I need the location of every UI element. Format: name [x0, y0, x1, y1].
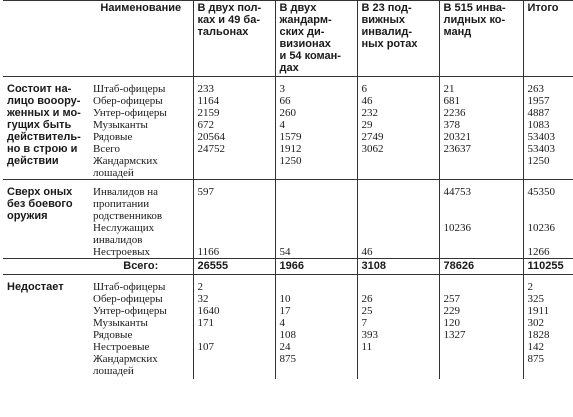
text-line: инвалидов	[93, 234, 143, 246]
row-value: 4	[279, 317, 285, 329]
row-value: 1640	[197, 305, 220, 317]
row-value: 24752	[197, 143, 225, 155]
extra-noncombat-c2: 54	[279, 246, 291, 258]
row-value: 378	[443, 119, 460, 131]
row-value	[198, 329, 271, 341]
row-name-cont: лошадей	[93, 365, 134, 377]
header-col1	[193, 1, 275, 77]
row-name: Обер-офицеры	[93, 95, 163, 107]
row-value: 1828	[527, 329, 550, 341]
row-value	[444, 281, 519, 293]
header-name	[89, 1, 193, 77]
row-value: 17	[279, 305, 291, 317]
shortage-col1	[193, 275, 275, 380]
row-value: 108	[279, 329, 296, 341]
row-value: 2749	[361, 131, 384, 143]
extra-invalids-name	[93, 186, 189, 222]
row-value	[198, 353, 271, 365]
row-value	[362, 353, 435, 365]
present-col2	[275, 77, 357, 180]
text-line: инвалид-	[361, 26, 413, 38]
row-value: 11	[361, 341, 373, 353]
row-value: 1579	[279, 131, 302, 143]
extra-noncombat-c5: 1266	[527, 246, 550, 258]
row-value: 20564	[197, 131, 225, 143]
row-value: 1957	[527, 95, 550, 107]
row-name: Жандармских	[93, 155, 158, 167]
row-value: 325	[527, 293, 544, 305]
extra-col2	[275, 180, 357, 259]
header-col3	[357, 1, 439, 77]
total-blank	[3, 259, 89, 275]
extra-invalids-c5: 45350	[527, 186, 555, 198]
row-value: 7	[361, 317, 367, 329]
section-extra	[3, 180, 573, 259]
text-line: и 54 коман-	[279, 50, 341, 62]
text-line: тальонах	[197, 26, 249, 38]
row-value: 257	[443, 293, 460, 305]
row-value: 229	[443, 305, 460, 317]
row-value: 4887	[527, 107, 550, 119]
text-line: В 515 инва-	[443, 2, 506, 14]
row-value: 1083	[527, 119, 550, 131]
row-value: 672	[197, 119, 214, 131]
row-value: 53403	[527, 143, 555, 155]
extra-nonserving-c4: 10236	[443, 222, 471, 234]
text-line: Инвалидов на	[93, 186, 159, 198]
row-name: Штаб-офицеры	[93, 281, 166, 293]
text-line: дах	[279, 62, 299, 74]
row-value	[444, 155, 519, 167]
row-value: 120	[443, 317, 460, 329]
present-col4	[439, 77, 523, 180]
row-value: 10	[279, 293, 291, 305]
row-value: 142	[527, 341, 544, 353]
row-value	[444, 353, 519, 365]
row-value: 53403	[527, 131, 555, 143]
present-names	[89, 77, 193, 180]
total-label: Всего:	[89, 259, 193, 275]
extra-col1	[193, 180, 275, 259]
total-col5: 110255	[523, 259, 573, 275]
extra-nonserving-c5: 10236	[527, 222, 555, 234]
row-name: Рядовые	[93, 329, 133, 341]
row-value: 24	[279, 341, 291, 353]
text-line: манд	[443, 26, 472, 38]
text-line: визионах	[279, 38, 331, 50]
extra-col3	[357, 180, 439, 259]
row-value: 232	[361, 107, 378, 119]
extra-invalids-c4: 44753	[443, 186, 471, 198]
text-line: ных ротах	[361, 38, 418, 50]
extra-nonserving-name	[93, 222, 189, 246]
row-value: 107	[197, 341, 214, 353]
row-name: Музыканты	[93, 119, 148, 131]
shortage-col3	[357, 275, 439, 380]
extra-noncombat-name: Нестроевых	[93, 246, 151, 258]
text-line: ских ди-	[279, 26, 325, 38]
row-name: Всего	[93, 143, 120, 155]
row-name: Обер-офицеры	[93, 293, 163, 305]
header-col5	[523, 1, 573, 77]
text-line: родственников	[93, 210, 163, 222]
shortage-col5	[523, 275, 573, 380]
present-col1	[193, 77, 275, 180]
row-value: 4	[279, 119, 285, 131]
row-value: 29	[361, 119, 373, 131]
row-value: 263	[527, 83, 544, 95]
total-col4: 78626	[439, 259, 523, 275]
row-value: 875	[279, 353, 296, 365]
header-row	[3, 1, 573, 77]
row-name: Унтер-офицеры	[93, 107, 167, 119]
text-line: Неслужащих	[93, 222, 155, 234]
row-value: 3	[279, 83, 285, 95]
section-shortage-label: Недостает	[7, 281, 64, 293]
text-line: Итого	[527, 2, 559, 14]
row-value: 1164	[197, 95, 220, 107]
row-value: 393	[361, 329, 378, 341]
row-value: 1250	[527, 155, 550, 167]
total-col1: 26555	[193, 259, 275, 275]
row-value: 2	[527, 281, 533, 293]
shortage-col4	[439, 275, 523, 380]
total-row	[3, 259, 573, 275]
header-col4	[439, 1, 523, 77]
row-value: 233	[197, 83, 214, 95]
text-line: действитель-	[7, 131, 81, 143]
text-line: вижных	[361, 14, 405, 26]
present-col3	[357, 77, 439, 180]
row-value	[362, 155, 435, 167]
extra-names	[89, 180, 193, 259]
row-value: 3062	[361, 143, 384, 155]
text-line: В двух	[279, 2, 317, 14]
row-value: 26	[361, 293, 373, 305]
text-line: Состоит на-	[7, 83, 72, 95]
section-present	[3, 77, 573, 180]
row-value: 2159	[197, 107, 220, 119]
section-extra-label	[3, 180, 89, 259]
text-line: Сверх оных	[7, 186, 73, 198]
extra-noncombat-c3: 46	[361, 246, 373, 258]
total-col3: 3108	[357, 259, 439, 275]
row-value: 2236	[443, 107, 466, 119]
row-value: 46	[361, 95, 373, 107]
text-line: пропитании	[93, 198, 150, 210]
extra-noncombat-c1: 1166	[197, 246, 220, 258]
row-name: Штаб-офицеры	[93, 83, 166, 95]
extra-col4	[439, 180, 523, 259]
row-name: Музыканты	[93, 317, 148, 329]
row-name: Унтер-офицеры	[93, 305, 167, 317]
row-value: 260	[279, 107, 296, 119]
text-line: лицо вооору-	[7, 95, 81, 107]
row-value: 25	[361, 305, 373, 317]
row-value: 6	[361, 83, 367, 95]
text-line: но в строю и	[7, 143, 78, 155]
text-line: ках и 49 ба-	[197, 14, 260, 26]
row-value	[444, 341, 519, 353]
statistics-table	[3, 0, 573, 379]
text-line: Наименование	[100, 2, 182, 14]
row-value: 2	[197, 281, 203, 293]
present-col5	[523, 77, 573, 180]
text-line: оружия	[7, 210, 48, 222]
row-value: 1911	[527, 305, 550, 317]
row-value: 1327	[443, 329, 466, 341]
text-line: гущих быть	[7, 119, 72, 131]
row-name: Рядовые	[93, 131, 133, 143]
row-value: 66	[279, 95, 291, 107]
row-value: 1912	[279, 143, 302, 155]
row-value	[198, 155, 271, 167]
section-present-label	[3, 77, 89, 180]
extra-col5	[523, 180, 573, 259]
text-line: женных и мо-	[7, 107, 81, 119]
row-value: 23637	[443, 143, 471, 155]
total-col2: 1966	[275, 259, 357, 275]
text-line: лидных ко-	[443, 14, 506, 26]
row-value: 302	[527, 317, 544, 329]
shortage-names	[89, 275, 193, 380]
shortage-col2	[275, 275, 357, 380]
text-line: В двух пол-	[197, 2, 262, 14]
extra-invalids-c1: 597	[197, 186, 214, 198]
header-blank	[3, 1, 89, 77]
row-name: Жандармских	[93, 353, 158, 365]
header-col2	[275, 1, 357, 77]
text-line: жандарм-	[279, 14, 332, 26]
row-name: Нестроевые	[93, 341, 150, 353]
text-line: В 23 под-	[361, 2, 412, 14]
row-value	[280, 281, 353, 293]
row-value	[362, 281, 435, 293]
row-value: 171	[197, 317, 214, 329]
row-value: 21	[443, 83, 455, 95]
text-line: действии	[7, 155, 59, 167]
row-name-cont: лошадей	[93, 167, 134, 179]
row-value: 32	[197, 293, 209, 305]
row-value: 1250	[279, 155, 302, 167]
text-line: без боевого	[7, 198, 73, 210]
section-shortage	[3, 275, 573, 380]
row-value: 681	[443, 95, 460, 107]
row-value: 20321	[443, 131, 471, 143]
row-value: 875	[527, 353, 544, 365]
